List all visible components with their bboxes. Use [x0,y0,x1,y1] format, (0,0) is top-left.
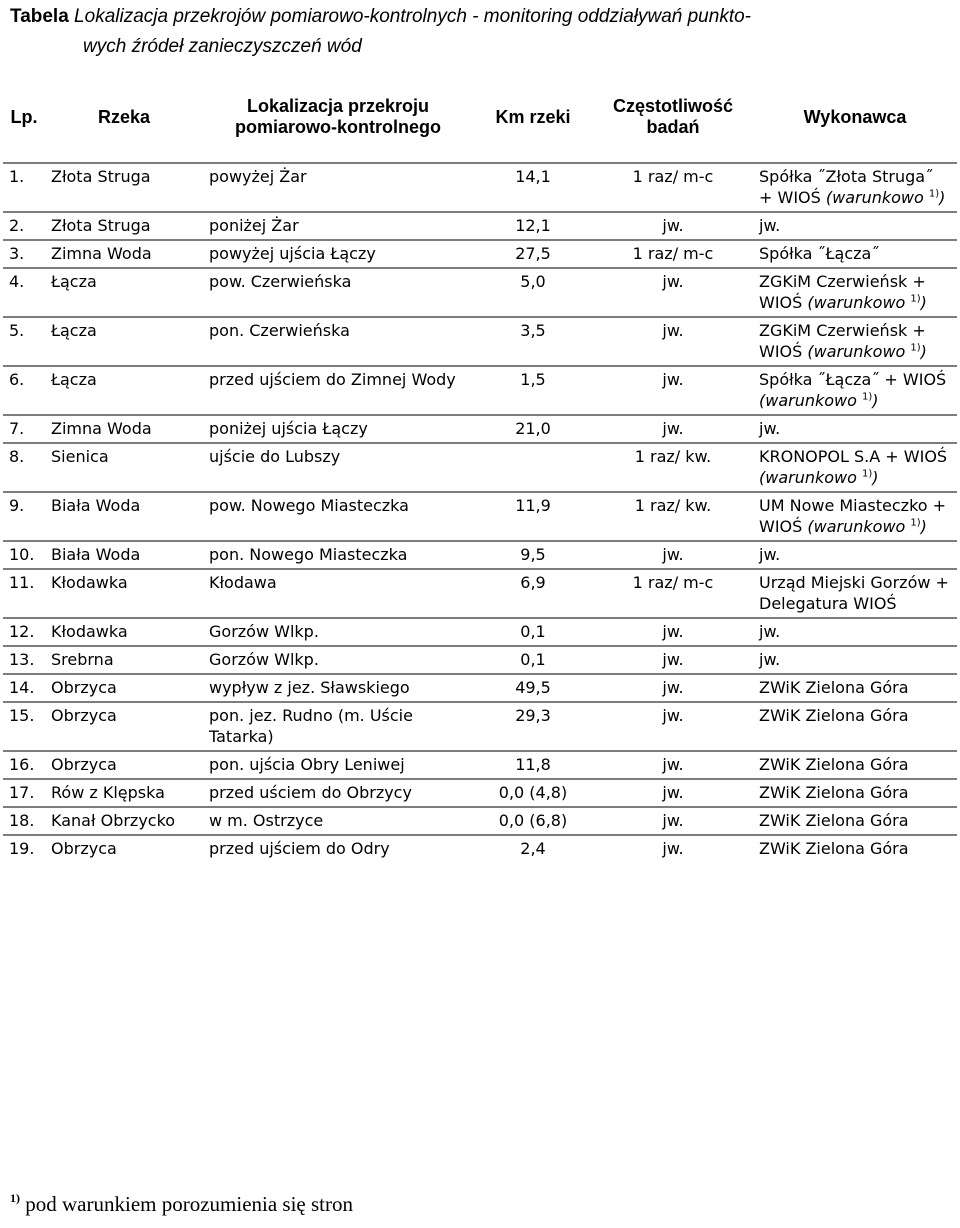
footnote-ref: 1) [928,188,940,200]
wykonawca-text: jw. [759,545,781,564]
cell-czestotliwosc: jw. [662,650,684,669]
cell-rzeka: Łącza [51,272,97,291]
cell-km: 49,5 [515,678,551,697]
cell-czestotliwosc: jw. [662,370,684,389]
cell-km: 0,1 [520,650,546,669]
table-row [3,163,957,212]
cell-czestotliwosc: jw. [662,811,684,830]
cell-lokalizacja: Kłodawa [209,573,277,592]
cell-lokalizacja: wypływ z jez. Sławskiego [209,678,410,697]
cell-czestotliwosc: jw. [662,839,684,858]
header-czestotliwosc: Częstotliwość badań [612,96,734,137]
table-row [3,492,957,541]
cell-km: 0,1 [520,622,546,641]
cell-wykonawca [753,835,957,862]
wykonawca-text: jw. [759,216,781,235]
cell-lp: 17. [9,783,35,802]
warunkowo-close: ) [872,468,879,487]
table-row [3,702,957,751]
table-row [3,268,957,317]
cell-lokalizacja: Gorzów Wlkp. [209,622,319,641]
cell-lokalizacja: powyżej ujścia Łączy [209,244,376,263]
header-wykonawca: Wykonawca [803,106,907,127]
cell-wykonawca [753,569,957,618]
cell-czestotliwosc: 1 raz/ kw. [634,447,712,466]
cell-lokalizacja: pow. Czerwieńska [209,272,352,291]
cell-km: 0,0 (4,8) [498,783,568,802]
cell-wykonawca [753,751,957,779]
cell-km: 0,0 (6,8) [498,811,568,830]
cell-czestotliwosc: jw. [662,706,684,725]
caption-title-line1: Lokalizacja przekrojów pomiarowo-kontrolnych - monitoring oddziaływań punkto- [68,6,751,27]
cell-wykonawca [753,268,957,317]
table-row [3,751,957,779]
wykonawca-text: KRONOPOL S.A + WIOŚ [759,447,948,466]
cell-km: 6,9 [520,573,546,592]
cell-wykonawca [753,443,957,492]
cell-lp: 15. [9,706,35,725]
cell-rzeka: Obrzyca [51,755,117,774]
cell-czestotliwosc: 1 raz/ m-c [632,244,714,263]
cell-rzeka: Łącza [51,321,97,340]
wykonawca-text: ZWiK Zielona Góra [759,706,909,725]
cell-lp: 1. [9,167,25,186]
footnote-marker: 1) [10,1191,20,1205]
cell-km: 9,5 [520,545,546,564]
cell-rzeka: Łącza [51,370,97,389]
cell-rzeka: Kłodawka [51,622,128,641]
table-row [3,443,957,492]
cell-lp: 16. [9,755,35,774]
cell-lokalizacja: pon. jez. Rudno (m. Uście Tatarka) [209,706,413,746]
cell-czestotliwosc: 1 raz/ kw. [634,496,712,515]
caption-title-line2: wych źródeł zanieczyszczeń wód [83,36,362,57]
cell-rzeka: Złota Struga [51,167,151,186]
cell-lokalizacja: ujście do Lubszy [209,447,341,466]
wykonawca-text: jw. [759,650,781,669]
footnote-ref: 1) [862,468,873,480]
cell-lp: 5. [9,321,25,340]
cell-wykonawca [753,317,957,366]
cell-wykonawca [753,702,957,751]
wykonawca-text: ZGKiM Czerwieńsk + WIOŚ [759,321,926,361]
footnote [10,1190,910,1218]
cell-lp: 12. [9,622,35,641]
table-row [3,569,957,618]
cell-czestotliwosc: 1 raz/ m-c [632,573,714,592]
warunkowo-text: (warunkowo [759,468,863,487]
table-row [3,646,957,674]
warunkowo-close: ) [872,391,879,410]
table-row [3,618,957,646]
cell-lokalizacja: pon. ujścia Obry Leniwej [209,755,405,774]
cell-lp: 7. [9,419,25,438]
footnote-ref: 1) [910,293,921,305]
wykonawca-text: UM Nowe Miasteczko + WIOŚ [759,496,947,536]
cell-km [473,443,593,492]
cell-km: 27,5 [515,244,551,263]
table-row [3,240,957,268]
wykonawca-text: ZGKiM Czerwieńsk + WIOŚ [759,272,926,312]
cell-rzeka: Obrzyca [51,706,117,725]
table-header-row [3,72,957,163]
cell-czestotliwosc: jw. [662,755,684,774]
cell-wykonawca [753,212,957,240]
warunkowo-text: (warunkowo [807,293,911,312]
cell-lokalizacja: pon. Czerwieńska [209,321,350,340]
cell-czestotliwosc: jw. [662,622,684,641]
header-km: Km rzeki [495,106,571,127]
table-row [3,415,957,443]
table-row [3,674,957,702]
footnote-ref: 1) [862,391,873,403]
cell-km: 12,1 [515,216,551,235]
cell-rzeka: Obrzyca [51,678,117,697]
wykonawca-text: Urząd Miejski Gorzów + Delegatura WIOŚ [759,573,949,613]
wykonawca-text: ZWiK Zielona Góra [759,755,909,774]
footnote-ref: 1) [910,342,921,354]
warunkowo-close: ) [920,342,927,361]
cell-wykonawca [753,618,957,646]
wykonawca-text: ZWiK Zielona Góra [759,811,909,830]
table-caption [10,2,940,62]
cell-wykonawca [753,541,957,569]
cell-rzeka: Srebrna [51,650,114,669]
cell-rzeka: Zimna Woda [51,244,152,263]
cell-lp: 6. [9,370,25,389]
cell-rzeka: Kanał Obrzycko [51,811,176,830]
cell-lokalizacja: pow. Nowego Miasteczka [209,496,409,515]
cell-wykonawca [753,492,957,541]
cell-lp: 18. [9,811,35,830]
cell-rzeka: Obrzyca [51,839,117,858]
wykonawca-text: ZWiK Zielona Góra [759,783,909,802]
cell-km: 29,3 [515,706,551,725]
cell-lokalizacja: w m. Ostrzyce [209,811,324,830]
cell-czestotliwosc: jw. [662,678,684,697]
cell-lp: 2. [9,216,25,235]
cell-lokalizacja: pon. Nowego Miasteczka [209,545,408,564]
cell-wykonawca [753,779,957,807]
cell-czestotliwosc: jw. [662,545,684,564]
cell-wykonawca [753,415,957,443]
warunkowo-close: ) [920,293,927,312]
wykonawca-text: Spółka ˝Łącza˝ [759,244,880,263]
cell-km: 21,0 [515,419,551,438]
cell-czestotliwosc: jw. [662,783,684,802]
cell-czestotliwosc: jw. [662,321,684,340]
cell-lokalizacja: Gorzów Wlkp. [209,650,319,669]
table-row [3,212,957,240]
warunkowo-close: ) [939,188,946,207]
cell-km: 1,5 [520,370,546,389]
cell-rzeka: Złota Struga [51,216,151,235]
wykonawca-text: jw. [759,419,781,438]
table-row [3,317,957,366]
wykonawca-text: Spółka ˝Złota Struga˝ + WIOŚ [759,167,934,207]
cell-rzeka: Sienica [51,447,109,466]
header-lokalizacja: Lokalizacja przekroju pomiarowo-kontrolnego [235,96,441,137]
cell-lp: 8. [9,447,25,466]
cell-lp: 10. [9,545,35,564]
header-lp: Lp. [10,106,38,127]
cell-wykonawca [753,366,957,415]
footnote-text: pod warunkiem porozumienia się stron [20,1192,354,1216]
warunkowo-text: (warunkowo [825,188,929,207]
wykonawca-text: Spółka ˝Łącza˝ + WIOŚ [759,370,947,389]
cell-lokalizacja: poniżej Żar [209,216,299,235]
monitoring-table [3,72,957,862]
cell-rzeka: Biała Woda [51,496,141,515]
cell-rzeka: Kłodawka [51,573,128,592]
cell-lokalizacja: przed ujściem do Odry [209,839,390,858]
cell-km: 3,5 [520,321,546,340]
header-rzeka: Rzeka [97,106,151,127]
cell-lokalizacja: przed ujściem do Zimnej Wody [209,370,456,389]
cell-wykonawca [753,240,957,268]
wykonawca-text: jw. [759,622,781,641]
cell-rzeka: Rów z Klępska [51,783,165,802]
cell-lp: 14. [9,678,35,697]
caption-label: Tabela [10,6,69,27]
cell-lp: 9. [9,496,25,515]
warunkowo-close: ) [920,517,927,536]
cell-lp: 13. [9,650,35,669]
cell-rzeka: Zimna Woda [51,419,152,438]
wykonawca-text: ZWiK Zielona Góra [759,678,909,697]
cell-rzeka: Biała Woda [51,545,141,564]
cell-wykonawca [753,807,957,835]
cell-lokalizacja: powyżej Żar [209,167,307,186]
cell-wykonawca [753,163,957,212]
cell-lp: 3. [9,244,25,263]
cell-km: 11,8 [515,755,551,774]
table-body [3,163,957,862]
cell-czestotliwosc: jw. [662,272,684,291]
table-row [3,779,957,807]
cell-km: 14,1 [515,167,551,186]
cell-km: 5,0 [520,272,546,291]
table-row [3,835,957,862]
cell-km: 11,9 [515,496,551,515]
cell-czestotliwosc: jw. [662,216,684,235]
wykonawca-text: ZWiK Zielona Góra [759,839,909,858]
cell-czestotliwosc: 1 raz/ m-c [632,167,714,186]
table-row [3,541,957,569]
warunkowo-text: (warunkowo [759,391,863,410]
cell-km: 2,4 [520,839,546,858]
warunkowo-text: (warunkowo [807,517,911,536]
cell-lp: 11. [9,573,35,592]
table-row [3,366,957,415]
cell-wykonawca [753,646,957,674]
cell-lp: 19. [9,839,35,858]
table-row [3,807,957,835]
cell-czestotliwosc: jw. [662,419,684,438]
warunkowo-text: (warunkowo [807,342,911,361]
cell-wykonawca [753,674,957,702]
cell-lp: 4. [9,272,25,291]
cell-lokalizacja: przed uściem do Obrzycy [209,783,412,802]
footnote-ref: 1) [910,517,921,529]
cell-lokalizacja: poniżej ujścia Łączy [209,419,368,438]
